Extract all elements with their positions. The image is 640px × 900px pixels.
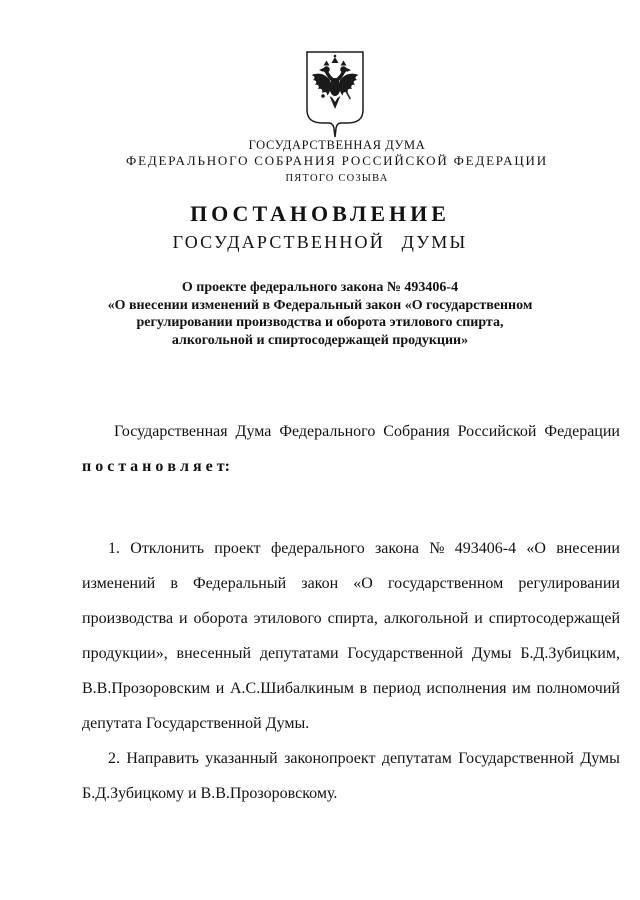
subject-line-1: О проекте федерального закона № 493406-4 (181, 280, 459, 295)
org-convocation: ПЯТОГО СОЗЫВА (285, 173, 389, 184)
paragraph-item-2 (82, 741, 620, 811)
subject-line-4: алкогольной и спиртосодержащей продукции» (171, 332, 469, 348)
body-line: продукции», внесенный депутатами Государственной Думы Б.Д.Зубицким, (82, 645, 620, 662)
body-line: 2. Направить указанный законопроект депутатам Государственной Думы (108, 750, 620, 767)
body-line: изменений в Федеральный закон «О государственном регулировании (82, 575, 620, 592)
double-headed-eagle-icon (304, 50, 366, 141)
document-subject (52, 279, 588, 349)
body-line: Б.Д.Зубицкому и В.В.Прозоровскому. (82, 785, 338, 802)
decree-word: п о с т а н о в л я е т: (82, 458, 230, 475)
subject-line-2: «О внесении изменений в Федеральный закон «О государственном (107, 297, 533, 313)
body-line: В.В.Прозоровским и А.С.Шибалкиным в период исполнения им полномочий (82, 680, 620, 697)
body-line: 1. Отклонить проект федерального закона № 493406-4 «О внесении (108, 540, 620, 557)
intro-line: Государственная Дума Федерального Собрания Российской Федерации (114, 423, 620, 440)
org-name-line2: ФЕДЕРАЛЬНОГО СОБРАНИЯ РОССИЙСКОЙ ФЕДЕРАЦИИ (126, 153, 548, 168)
body-line: депутата Государственной Думы. (82, 715, 310, 732)
state-emblem (304, 50, 366, 141)
document-body (82, 414, 620, 811)
org-name-line1: ГОСУДАРСТВЕННАЯ ДУМА (248, 138, 426, 152)
document-type-heading (52, 202, 588, 253)
doc-type-title: ПОСТАНОВЛЕНИЕ (190, 201, 450, 226)
body-line: производства и оборота этилового спирта, алкогольной и спиртосодержащей (82, 610, 620, 627)
letterhead (68, 138, 606, 186)
paragraph-item-1 (82, 531, 620, 741)
doc-type-subtitle: ГОСУДАРСТВЕННОЙ ДУМЫ (172, 232, 468, 252)
subject-line-3: регулировании производства и оборота этилового спирта, (136, 315, 504, 330)
